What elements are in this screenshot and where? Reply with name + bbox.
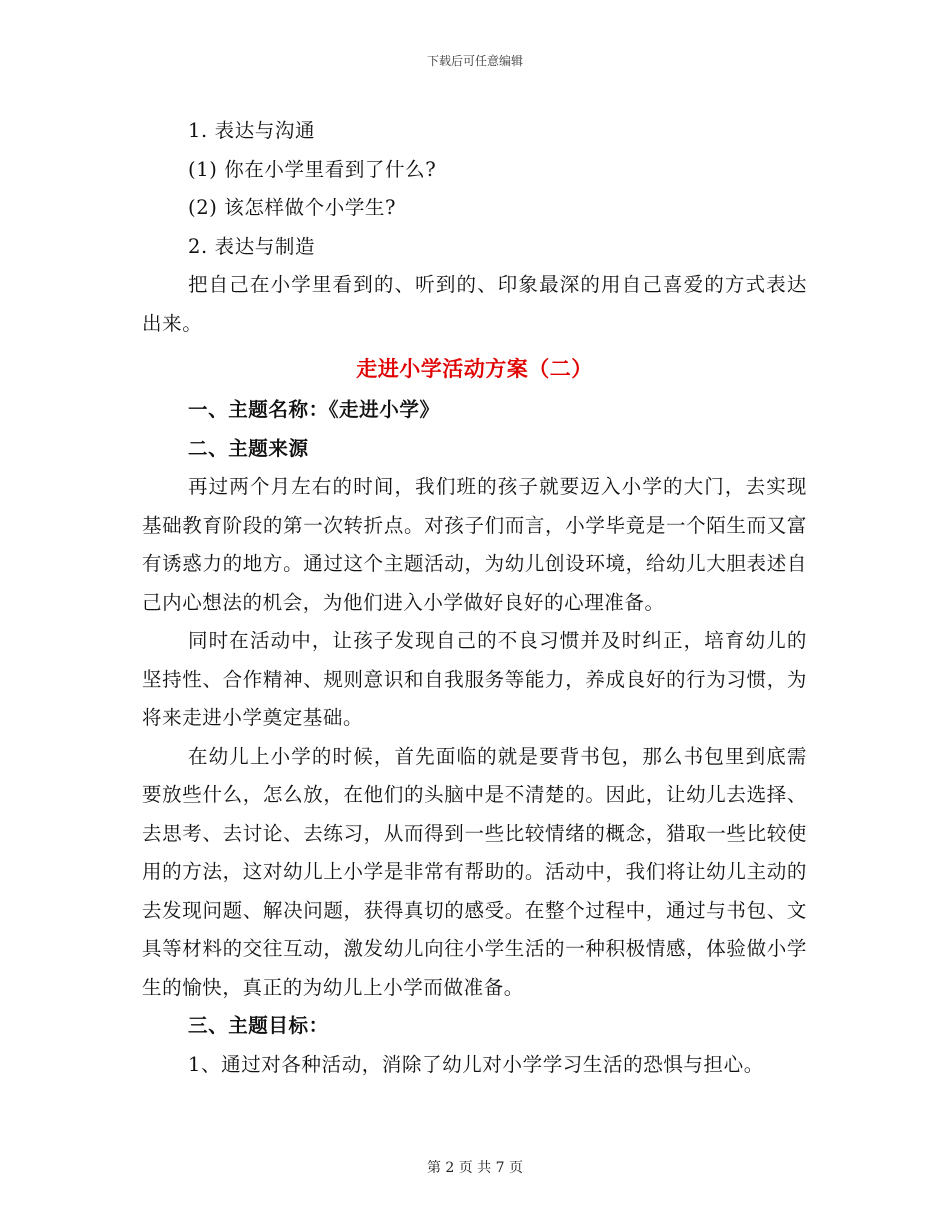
page-footer: 第 2 页 共 7 页: [426, 1160, 524, 1176]
paragraph-source-3: 在幼儿上小学的时候，首先面临的就是要背书包，那么书包里到底需要放些什么，怎么放，在他们的头脑中是不清楚的。因此，让幼儿去选择、去思考、去讨论、去练习，从而得到一些比较情绪的概念，猎取一些比较使用的方法，这对幼儿上小学是非常有帮助的。活动中，我们将让幼儿主动的去发现问题、解决问题，获得真切的感受。在整个过程中，通过与书包、文具等材料的交往互动，激发幼儿向往小学生活的一种积极情感，体验做小学生的愉快，真正的为幼儿上小学而做准备。: [142, 744, 807, 999]
heading-expression-creation: 2. 表达与制造: [188, 234, 316, 258]
paragraph-source-1: 再过两个月左右的时间，我们班的孩子就要迈入小学的大门，去实现基础教育阶段的第一次转折点。对孩子们而言，小学毕竟是一个陌生而又富有诱惑力的地方。通过这个主题活动，为幼儿创设环境，给幼儿大胆表述自己内心想法的机会，为他们进入小学做好良好的心理准备。: [142, 475, 807, 614]
goal-1: 1、通过对各种活动，消除了幼儿对小学学习生活的恐惧与担心。: [188, 1052, 764, 1076]
section-theme-source: 二、主题来源: [188, 436, 309, 460]
page-header: 下载后可任意编辑: [426, 54, 523, 68]
section-theme-goals: 三、主题目标：: [188, 1014, 329, 1037]
question-1: (1) 你在小学里看到了什么?: [188, 157, 437, 181]
document-body: [142, 112, 807, 1084]
section-theme-name: 一、主题名称：《走进小学》: [188, 398, 440, 421]
paragraph-source-2: 同时在活动中，让孩子发现自己的不良习惯并及时纠正，培育幼儿的坚持性、合作精神、规则意识和自我服务等能力，养成良好的行为习惯，为将来走进小学奠定基础。: [142, 629, 807, 729]
document-title: 走进小学活动方案（二）: [356, 356, 593, 381]
paragraph-expression: 把自己在小学里看到的、听到的、印象最深的用自己喜爱的方式表达出来。: [142, 273, 807, 335]
question-2: (2) 该怎样做个小学生?: [188, 196, 397, 219]
heading-expression-communication: 1. 表达与沟通: [188, 119, 316, 142]
